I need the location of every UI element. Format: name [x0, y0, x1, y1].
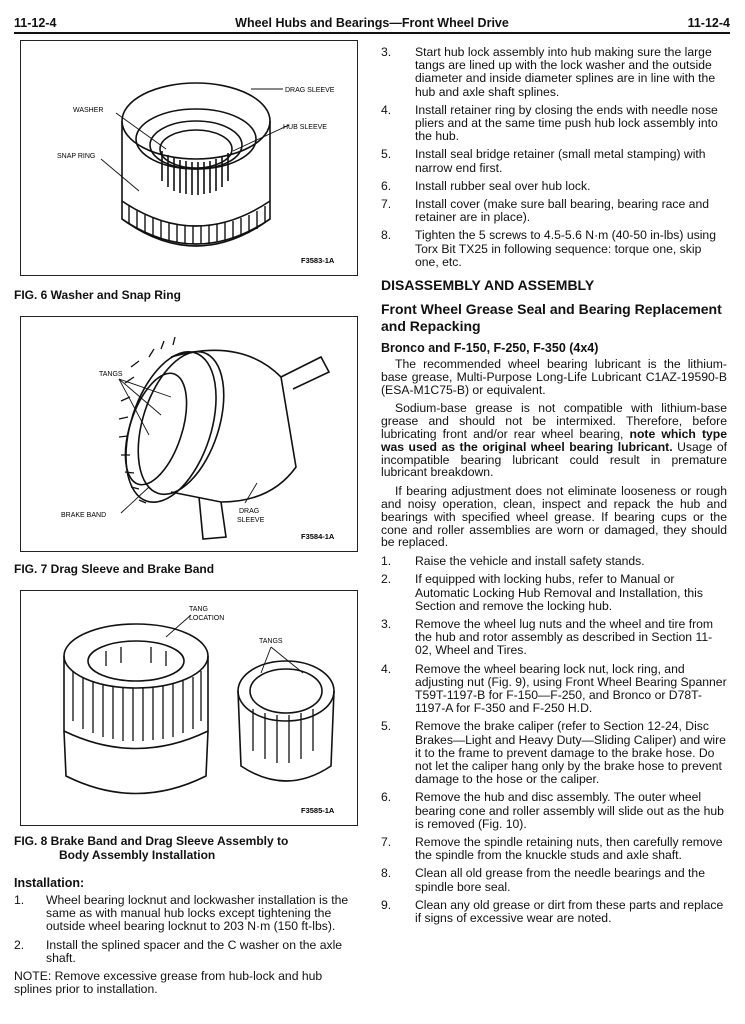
page-header: [14, 8, 730, 34]
label-tang-line1: TANG: [189, 606, 208, 613]
figure-7-number: F3584-1A: [301, 532, 335, 541]
installation-step: 2. Install the splined spacer and the C washer on the axle shaft.: [14, 937, 343, 965]
install-step: 5. Install seal bridge retainer (small metal stamping) with narrow end first.: [381, 147, 706, 175]
figure-6-number: F3583-1A: [301, 256, 335, 265]
label-hub-sleeve: HUB SLEEVE: [283, 124, 327, 131]
label-tangs: TANGS: [99, 371, 123, 378]
page-number-right: 11-12-4: [687, 16, 730, 30]
installation-step: 1. Wheel bearing locknut and lockwasher installation is the same as with manual hub locks except tightening the outside wheel bearing locknut to 203 N·m (150 ft-lbs).: [14, 893, 349, 934]
label-drag-sleeve: DRAG SLEEVE: [285, 87, 335, 94]
figure-6-caption: FIG. 6 Washer and Snap Ring: [14, 288, 181, 302]
label-drag-line2: SLEEVE: [237, 517, 265, 524]
page-number-left: 11-12-4: [14, 16, 57, 30]
install-step: 4. Install retainer ring by closing the ends with needle nose pliers and at the same time push hub lock assembly into the hub.: [381, 102, 718, 144]
figure-7-caption: FIG. 7 Drag Sleeve and Brake Band: [14, 562, 215, 576]
figure-6: [20, 40, 358, 276]
left-column: [14, 40, 362, 996]
procedure-step: 1. Raise the vehicle and install safety stands.: [381, 554, 645, 569]
figure-6-illustration: [21, 41, 357, 275]
procedure-step: 7. Remove the spindle retaining nuts, then carefully remove the spindle from the knuckle studs and axle shaft.: [381, 835, 723, 863]
label-brake-band: BRAKE BAND: [61, 512, 107, 519]
figure-8: [20, 590, 358, 826]
paragraph-adjustment: If bearing adjustment does not eliminate looseness or rough and noisy operation, clean, inspect and repack the hub and bearings with specified wheel grease. If bearing cups or the cone and roller assemblies are worn or damaged, they should be replaced.: [381, 484, 727, 550]
running-title: Wheel Hubs and Bearings—Front Wheel Drive: [235, 16, 509, 30]
installation-note: NOTE: Remove excessive grease from hub-lock and hub splines prior to installation.: [14, 969, 323, 997]
procedure-step: 9. Clean any old grease or dirt from these parts and replace if signs of excessive wear are noted.: [381, 897, 724, 926]
figure-8-caption-line2: Body Assembly Installation: [59, 848, 216, 862]
procedure-step: 4. Remove the wheel bearing lock nut, lock ring, and adjusting nut (Fig. 9), using Front Wheel Bearing Spanner T59T-1197-B for F-150—F-250, and Bronco or D78T-1197-A for F-350 and F-250 H.D.: [381, 661, 727, 716]
label-tang-line2: LOCATION: [189, 615, 225, 622]
label-tangs-fig8: TANGS: [259, 638, 283, 645]
procedure-step: 5. Remove the brake caliper (refer to Section 12-24, Disc Brakes—Light and Heavy Duty—Sliding Caliper) and wire it to the frame to prevent damage to the brake hose. Do not let the caliper hang only by the brake hose to prevent damage to the hose or the caliper.: [381, 719, 726, 787]
procedure-step: 8. Clean all old grease from the needle bearings and the spindle bore seal.: [381, 866, 705, 894]
install-step: 7. Install cover (make sure ball bearing, bearing race and retainer are in place).: [381, 197, 710, 225]
figure-8-illustration: [21, 591, 357, 825]
figure-8-caption-line1: FIG. 8 Brake Band and Drag Sleeve Assembly to: [14, 834, 289, 848]
paragraph-lubricant: The recommended wheel bearing lubricant is the lithium-base grease, Multi-Purpose Long-Life Lubricant C1AZ-19590-B (ESA-M1C75-B) or equivalent.: [381, 357, 727, 397]
right-column: [381, 46, 727, 930]
label-washer: WASHER: [73, 107, 104, 114]
procedure-step: 6. Remove the hub and disc assembly. The outer wheel bearing cone and roller assembly will slide out as the hub is removed (Fig. 10).: [381, 790, 724, 831]
install-step: 3. Start hub lock assembly into hub making sure the large tangs are lined up with the lock washer and the outside diameter and inside diameter splines are in line with the hub and axle shaft splines.: [381, 45, 716, 99]
installation-heading: Installation:: [14, 876, 85, 890]
section-heading: DISASSEMBLY AND ASSEMBLY: [381, 277, 595, 294]
model-heading: Bronco and F-150, F-250, F-350 (4x4): [381, 341, 599, 356]
install-step: 6. Install rubber seal over hub lock.: [381, 178, 591, 193]
install-step: 8. Tighten the 5 screws to 4.5-5.6 N·m (40-50 in-lbs) using Torx Bit TX25 in following sequence: torque one, skip one, etc.: [381, 228, 716, 269]
label-snap-ring: SNAP RING: [57, 153, 96, 160]
label-drag-line1: DRAG: [239, 508, 260, 515]
figure-7-illustration: [21, 317, 357, 551]
paragraph-sodium: Sodium-base grease is not compatible with lithium-base grease and should not be intermixed. Therefore, before lubricating front and/or rear wheel bearing, note which type was used as the original wheel bearing lubricant. Usage of incompatible bearing lubricant could result in premature lubricant breakdown.: [381, 401, 728, 480]
procedure-step: 3. Remove the wheel lug nuts and the wheel and tire from the hub and rotor assembly as described in Section 11-02, Wheel and Tires.: [381, 617, 714, 658]
figure-8-caption: [14, 834, 362, 862]
figure-8-number: F3585-1A: [301, 806, 335, 815]
subsection-heading: Front Wheel Grease Seal and Bearing Replacement and Repacking: [381, 301, 722, 335]
procedure-step: 2. If equipped with locking hubs, refer to Manual or Automatic Locking Hub Removal and Installation, this Section and remove the locking hub.: [381, 572, 703, 613]
figure-7: [20, 316, 358, 552]
